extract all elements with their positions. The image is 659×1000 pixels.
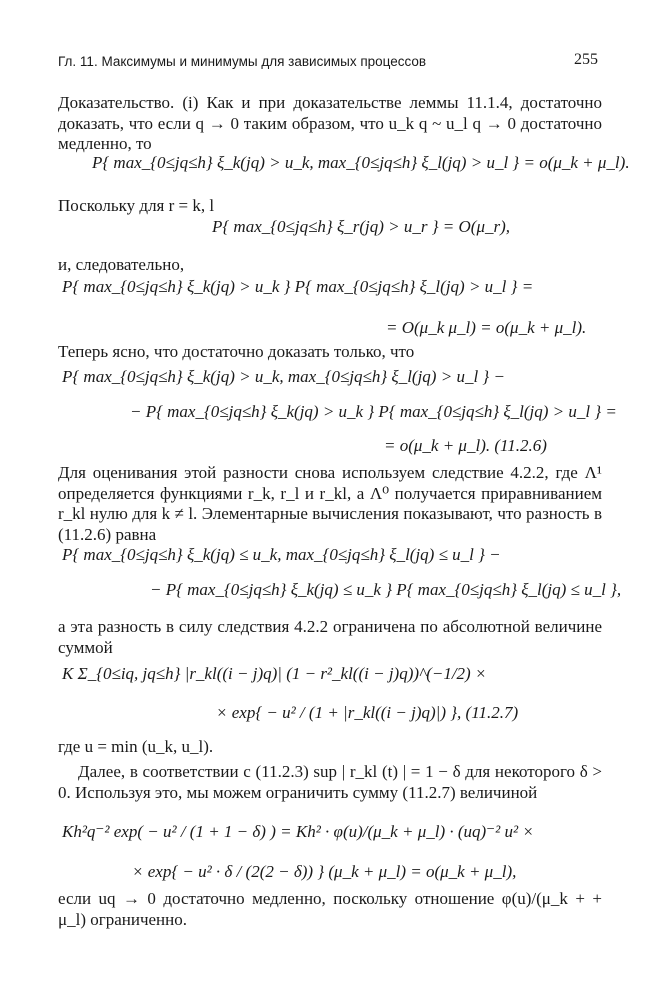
paragraph-hence: и, следовательно, bbox=[58, 255, 185, 274]
paragraph-estimate: Для оценивания этой разности снова используем следствие 4.2.2, где Λ¹ определяется функциями r_k, r_l и r_kl, а Λ⁰ получается приравниванием r_kl нулю для k ≠ l. Элементарные вычисления показывают, что разность в (11.2.6) равна bbox=[58, 463, 602, 544]
equation-4c: = o(μ_k + μ_l). (11.2.6) bbox=[384, 436, 547, 455]
equation-3b: = O(μ_k μ_l) = o(μ_k + μ_l). bbox=[386, 318, 587, 337]
paragraph-where: где u = min (u_k, u_l). bbox=[58, 737, 214, 756]
equation-5a: P{ max_{0≤jq≤h} ξ_k(jq) ≤ u_k, max_{0≤jq≤h} ξ_l(jq) ≤ u_l } − bbox=[62, 545, 501, 564]
paragraph-since: Поскольку для r = k, l bbox=[58, 196, 215, 215]
paragraph-if-slowly: если uq → 0 достаточно медленно, поскольку отношение φ(u)/(μ_k + + μ_l) ограниченно. bbox=[58, 889, 602, 929]
equation-1: P{ max_{0≤jq≤h} ξ_k(jq) > u_k, max_{0≤jq≤h} ξ_l(jq) > u_l } = o(μ_k + μ_l). bbox=[92, 153, 630, 172]
equation-4b: − P{ max_{0≤jq≤h} ξ_k(jq) > u_k } P{ max_{0≤jq≤h} ξ_l(jq) > u_l } = bbox=[130, 402, 617, 421]
equation-6b: × exp{ − u² / (1 + |r_kl((i − j)q)|) }, (11.2.7) bbox=[216, 703, 519, 722]
equation-7a: Kh²q⁻² exp( − u² / (1 + 1 − δ) ) = Kh² · φ(u)/(μ_k + μ_l) · (uq)⁻² u² × bbox=[62, 822, 534, 841]
equation-2: P{ max_{0≤jq≤h} ξ_r(jq) > u_r } = O(μ_r), bbox=[212, 217, 511, 236]
paragraph-further: Далее, в соответствии с (11.2.3) sup | r_kl (t) | = 1 − δ для некоторого δ > 0. Используя это, мы можем ограничить сумму (11.2.7) величиной bbox=[58, 762, 602, 802]
paragraph-now-clear: Теперь ясно, что достаточно доказать только, что bbox=[58, 342, 415, 361]
equation-7b: × exp{ − u² · δ / (2(2 − δ)) } (μ_k + μ_l) = o(μ_k + μ_l), bbox=[132, 862, 517, 881]
equation-4a: P{ max_{0≤jq≤h} ξ_k(jq) > u_k, max_{0≤jq≤h} ξ_l(jq) > u_l } − bbox=[62, 367, 505, 386]
equation-6a: K Σ_{0≤iq, jq≤h} |r_kl((i − j)q)| (1 − r²_kl((i − j)q))^(−1/2) × bbox=[62, 664, 487, 683]
equation-5b: − P{ max_{0≤jq≤h} ξ_k(jq) ≤ u_k } P{ max_{0≤jq≤h} ξ_l(jq) ≤ u_l }, bbox=[150, 580, 622, 599]
paragraph-bounded: а эта разность в силу следствия 4.2.2 ограничена по абсолютной величине суммой bbox=[58, 617, 602, 657]
running-header: Гл. 11. Максимумы и минимумы для зависимых процессов bbox=[58, 54, 427, 69]
page-number: 255 bbox=[574, 51, 598, 68]
equation-3a: P{ max_{0≤jq≤h} ξ_k(jq) > u_k } P{ max_{0≤jq≤h} ξ_l(jq) > u_l } = bbox=[62, 277, 534, 296]
paragraph-proof-intro: Доказательство. (i) Как и при доказательстве леммы 11.1.4, достаточно доказать, что если q → 0 таким образом, что u_k q ~ u_l q → 0 достаточно медленно, то bbox=[58, 93, 602, 153]
